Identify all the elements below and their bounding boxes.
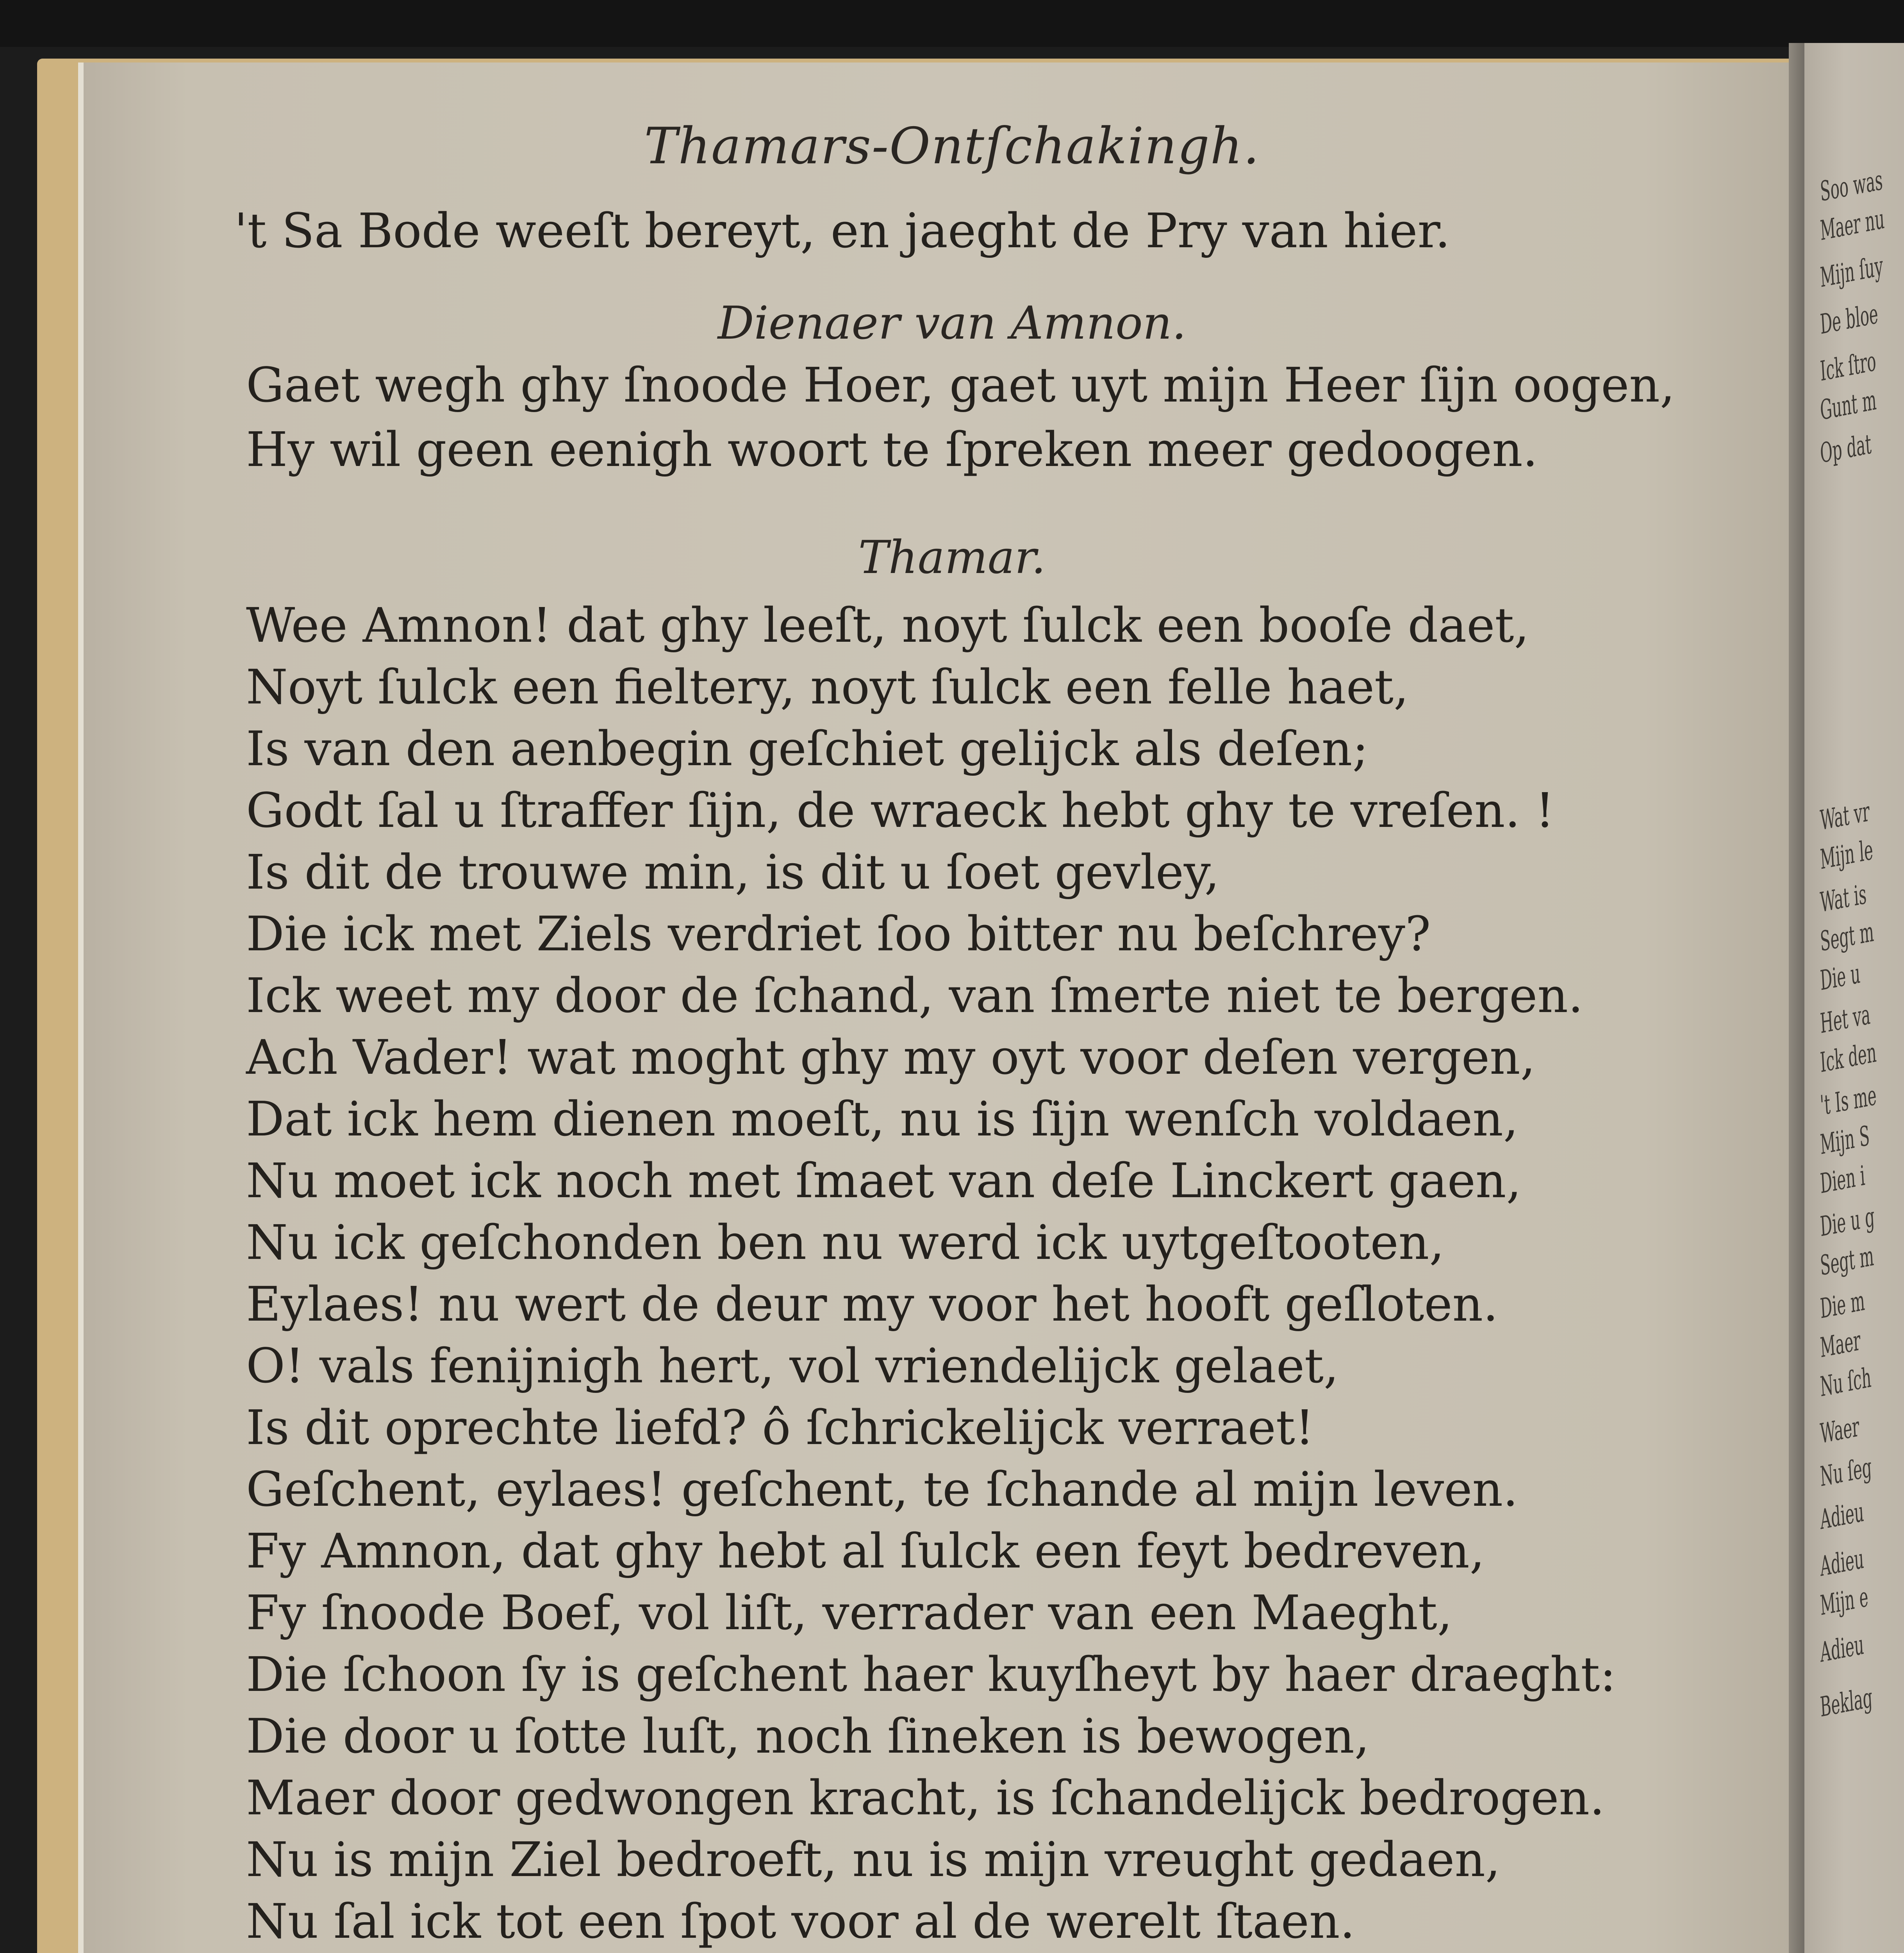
adjacent-page-fragment: Adieu [1819,1628,1865,1669]
verse-line: Is dit de trouwe min, is dit u ſoet gevley, [246,844,1220,900]
adjacent-page-fragment: Beklag [1819,1681,1874,1723]
verse-line: Nu is mijn Ziel bedroeft, nu is mijn vreught gedaen, [246,1832,1501,1887]
adjacent-page-fragment: Die u g [1819,1200,1875,1243]
verse-line: Nu ick geſchonden ben nu werd ick uytgeſtooten, [246,1215,1445,1270]
verse-line: Fy Amnon, dat ghy hebt al ſulck een feyt bedreven, [246,1523,1485,1579]
adjacent-page-fragment: De bloe [1819,297,1879,341]
adjacent-page-fragment: Mijn e [1819,1580,1869,1622]
adjacent-page-fragment: Maer nu [1819,202,1886,247]
verse-line: Dat ick hem dienen moeſt, nu is ſijn wenſch voldaen, [246,1091,1519,1147]
verse-line: O! vals fenijnigh hert, vol vriendelijck gelaet, [246,1338,1339,1394]
opening-line: 't Sa Bode weeſt bereyt, en jaeght de Pry van hier. [234,203,1451,259]
speaker-label: Thamar. [858,531,1046,584]
verse-line: Is van den aenbegin geſchiet gelijck als deſen; [246,721,1369,777]
verse-line: Die ick met Ziels verdriet ſoo bitter nu beſchrey? [246,906,1431,962]
verse-line: Die door u ſotte luſt, noch ſineken is bewogen, [246,1708,1370,1764]
verse-line: Hy wil geen eenigh woort te ſpreken meer gedoogen. [246,422,1538,477]
adjacent-page-fragment: Ick ſtro [1819,345,1877,387]
verse-line: Wee Amnon! dat ghy leeſt, noyt ſulck een booſe daet, [246,598,1529,653]
adjacent-page-fragment: Ick den [1819,1036,1877,1079]
verse-line: Nu ſal ick tot een ſpot voor al de werelt ſtaen. [246,1894,1355,1949]
adjacent-page-fragment: Mijn ſuy [1819,250,1884,294]
verse-line: Gaet wegh ghy ſnoode Hoer, gaet uyt mijn Heer ſijn oogen, [246,357,1675,413]
adjacent-page-fragment: Mijn S [1819,1119,1871,1161]
verse-line: Ach Vader! wat moght ghy my oyt voor deſen vergen, [246,1030,1536,1085]
verse-line: Noyt ſulck een fieltery, noyt ſulck een felle haet, [246,659,1409,715]
adjacent-page-fragment: Adieu [1819,1495,1865,1536]
adjacent-page-fragment: Het va [1819,998,1871,1040]
adjacent-page-fragment: Waer [1819,1410,1860,1450]
speaker-label: Dienaer van Amnon. [717,297,1187,350]
adjacent-page-fragment: Nu ſch [1819,1361,1872,1403]
adjacent-page-fragment: Soo was [1819,164,1884,208]
verse-line: Ick weet my door de ſchand, van ſmerte niet te bergen. [246,968,1583,1023]
verse-line: Fy ſnoode Boef, vol liſt, verrader van een Maeght, [246,1585,1453,1641]
adjacent-page-fragment: 't Is me [1819,1079,1877,1122]
adjacent-page-fragment: Maer [1819,1324,1861,1364]
verse-line: Die ſchoon ſy is geſchent haer kuyſheyt by haer draeght: [246,1647,1616,1702]
verse-line: Eylaes! nu wert de deur my voor het hooft geſloten. [246,1276,1498,1332]
adjacent-page-fragment: Op dat [1819,428,1872,470]
verse-line: Is dit oprechte liefd? ô ſchrickelijck verraet! [246,1400,1314,1455]
adjacent-page-fragment: Die m [1819,1284,1866,1325]
adjacent-page-fragment: Nu ſeg [1819,1451,1873,1493]
verse-line: Nu moet ick noch met ſmaet van deſe Linckert gaen, [246,1153,1522,1209]
verse-line: Geſchent, eylaes! geſchent, te ſchande al mijn leven. [246,1462,1518,1517]
adjacent-page-fragment: Gunt m [1819,384,1877,427]
running-header: Thamars-Ontſchakingh. [644,117,1260,175]
adjacent-page-fragment: Wat is [1819,878,1868,919]
adjacent-page-fragment: Die u [1819,957,1861,997]
adjacent-page-fragment: Adieu [1819,1542,1865,1583]
adjacent-page-fragment: Dien i [1819,1159,1866,1200]
adjacent-page-fragment: Mijn le [1819,834,1874,876]
scan-top-edge [0,0,1904,47]
verse-line: Maer door gedwongen kracht, is ſchandelijck bedrogen. [246,1770,1605,1826]
adjacent-page-fragment: Wat vr [1819,795,1871,837]
adjacent-page-fragment: Segt m [1819,915,1875,958]
verse-line: Godt ſal u ſtraffer ſijn, de wraeck hebt ghy te vreſen. ! [246,783,1554,838]
adjacent-page-fragment: Segt m [1819,1239,1875,1282]
